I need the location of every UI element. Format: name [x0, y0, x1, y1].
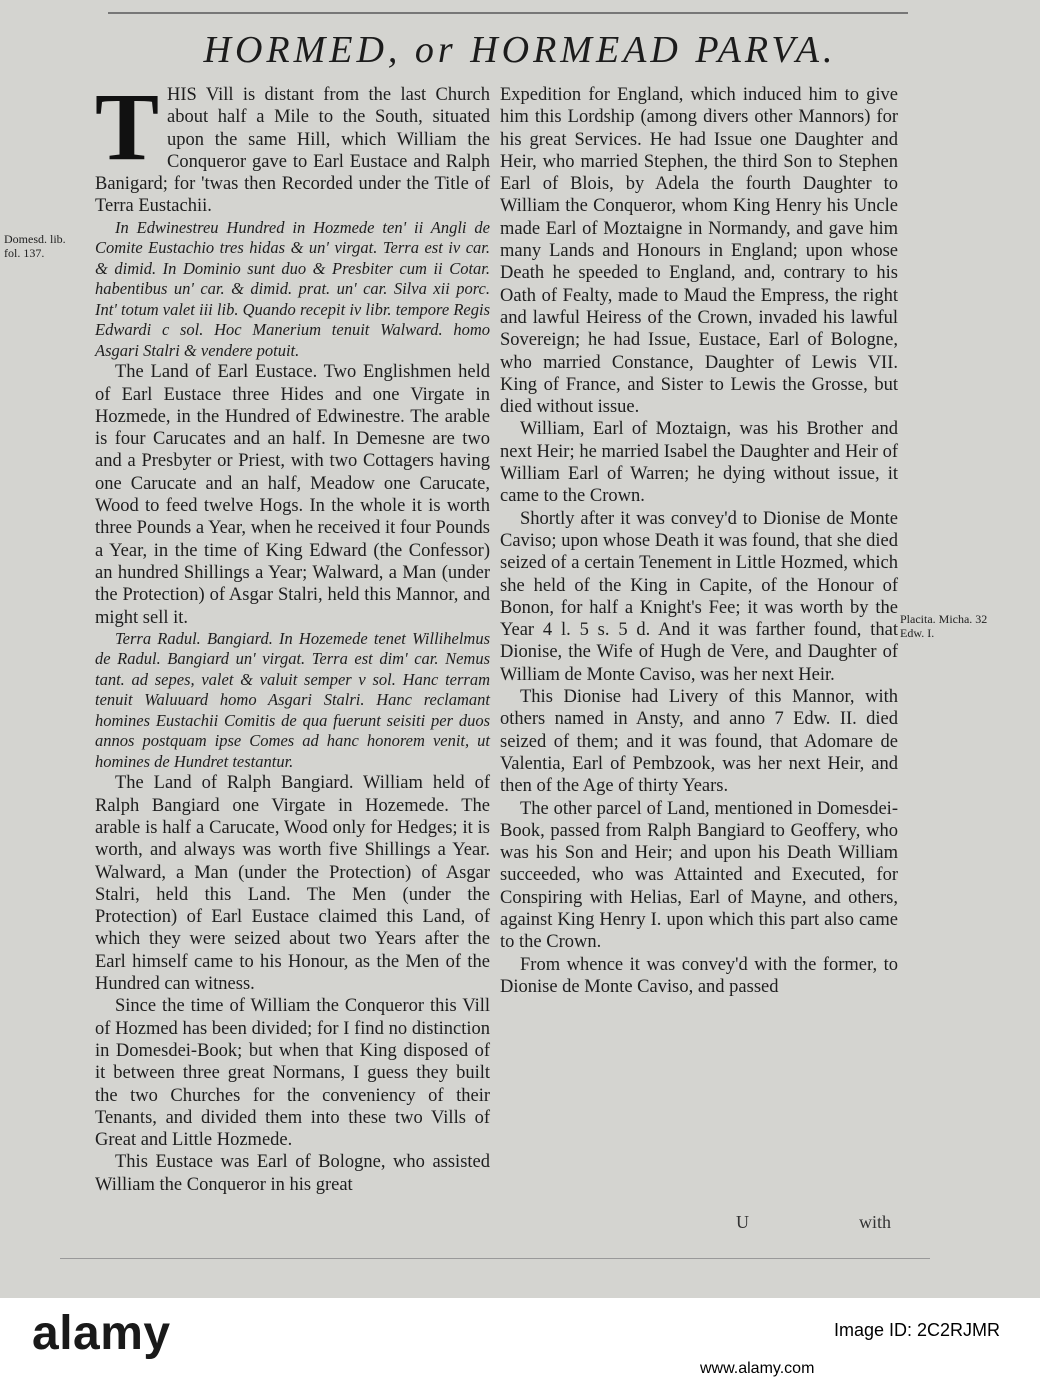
right-column: [500, 84, 898, 998]
paragraph: The Land of Earl Eustace. Two Englishmen held of Earl Eustace three Hides and one Virgate in Hozmede, in the Hundred of Edwinestre. The arable is four Carucates and an half. In Demesne are two and a Presbyter or Priest, with two Cottagers having one Carucate and an half, Meadow one Carucate, Wood to feed twelve Hogs. In the whole it is worth three Pounds a Year, when he received it four Pounds a Year, in the time of King Edward (the Confessor) an hundred Shillings a Year; Walward, a Man (under the Protection) of Asgar Stalri, held this Mannor, and might sell it.: [95, 362, 490, 628]
paragraph: The Land of Ralph Bangiard. William held of Ralph Bangiard one Virgate in Hozemede. The arable is half a Carucate, Wood only for Hedges; it is worth, and always was worth five Shillings a Year. Walward, a Man (under the Protection) of Asgar Stalri, held this Land. The Men (under the Protection) of Earl Eustace claimed this Land, of which they were seized about two Years after the Earl himself came to his Honour, as the Men of the Hundred can witness.: [95, 773, 490, 995]
page-title: HORMED, or HORMEAD PARVA.: [203, 29, 837, 71]
paragraph: This Dionise had Livery of this Mannor, with others named in Ansty, and anno 7 Edw. II. died seized of them; and it was found, that Adomare de Valentia, Earl of Pembzook, was her next Heir, and then of the Age of thirty Years.: [500, 687, 898, 797]
latin-paragraph: In Edwinestreu Hundred in Hozmede ten' ii Angli de Comite Eustachio tres hidas & un' virgat. Terra est iv car. & dimid. In Dominio sunt duo & Presbiter cum ii Cotar. habentibus un' car. & dimid. prat. un' car. Silva xii porc. Int' totum valet iii lib. Quando recepit iv libr. tempore Regis Edwardi c sol. Hoc Manerium tenuit Walward. homo Asgari Stalri & vendere potuit.: [95, 217, 490, 360]
paragraph: Expedition for England, which induced him to give him this Lordship (among divers other Mannors) for his great Services. He had Issue one Daughter and Heir, who married Stephen, the third Son to Stephen Earl of Blois, by Adela the fourth Daughter to William the Conqueror, whom King Henry his Uncle made Earl of Moztaigne in Normandy, and gave him many Lands and Honours in England; upon whose Death he speeded to England, and, contrary to his Oath of Fealty, made to Maud the Empress, the right and lawful Heiress of the Crown, invaded his lawful Sovereign; he had Issue, Eustace, Earl of Bologne, who married Constance, Daughter of Lewis VII. King of France, and Sister to Lewis the Grosse, but died without issue.: [500, 85, 898, 418]
stock-watermark-bar: [0, 1298, 1040, 1390]
margin-note-left: Domesd. lib. fol. 137.: [4, 232, 66, 260]
left-column: [95, 73, 490, 1196]
paragraph: From whence it was convey'd with the former, to Dionise de Monte Caviso, and passed: [500, 954, 898, 997]
latin-paragraph: Terra Radul. Bangiard. In Hozemede tenet Willihelmus de Radul. Bangiard un' virgat. Terra est dim' car. Nemus tant. ad sepes, valet & valuit semper v sol. Hanc terram tenuit Waluuard homo Asgari Stalri. Hanc reclamant homines Eustachii Comitis de qua fuerunt seisiti per duos annos postquam ipse Comes ad hanc honorem venit, ut homines de Hundret testantur.: [95, 628, 490, 771]
margin-note-right: Placita. Micha. 32 Edw. I.: [900, 612, 988, 640]
drop-cap: T: [95, 73, 160, 180]
paragraph: The other parcel of Land, mentioned in Domesdei-Book, passed from Ralph Bangiard to Geoffery, who was his Son and Heir; and upon his Death William succeeded, who was Attainted and Executed, for Conspiring with Helias, Earl of Mayne, and others, against King Henry I. upon which this part also came to the Crown.: [500, 798, 898, 953]
alamy-logo[interactable]: alamy: [32, 1307, 171, 1360]
paragraph: Shortly after it was convey'd to Dionise de Monte Caviso; upon whose Death it was found, that she died seized of a certain Tenement in Little Hozmed, which she held of the King in Capite, of the Honour of Bonon, for half a Knight's Fee; it was worth by the Year 4 l. 5 s. 5 d. And it was farther found, that Dionise, the Wife of Hugh de Vere, and Daughter of William de Monte Caviso, was her next Heir.: [500, 508, 898, 685]
image-id: Image ID: 2C2RJMR: [833, 1320, 1000, 1340]
alamy-url[interactable]: www.alamy.com: [700, 1360, 815, 1377]
catchword: with: [859, 1212, 892, 1232]
paragraph: Since the time of William the Conqueror this Vill of Hozmed has been divided; for I find no distinction in Domesdei-Book; but when that King disposed of it between three great Normans, I guess they built the two Churches for the conveniency of their Tenants, and divided them into these two Vills of Great and Little Hozmede.: [95, 996, 490, 1151]
signature-mark: U with: [736, 1212, 892, 1232]
paragraph: THIS Vill is distant from the last Church about half a Mile to the South, situated upon the same Hill, which William the Conqueror gave to Earl Eustace and Ralph Banigard; for 'twas then Recorded under the Title of Terra Eustachii.: [95, 73, 490, 217]
paragraph: William, Earl of Moztaign, was his Brother and next Heir; he married Isabel the Daughter and Heir of William Earl of Warren; he dying without issue, it came to the Crown.: [500, 419, 898, 507]
top-rule: [108, 12, 908, 14]
paragraph: This Eustace was Earl of Bologne, who assisted William the Conqueror in his great: [95, 1152, 490, 1195]
bottom-rule: [60, 1258, 930, 1259]
